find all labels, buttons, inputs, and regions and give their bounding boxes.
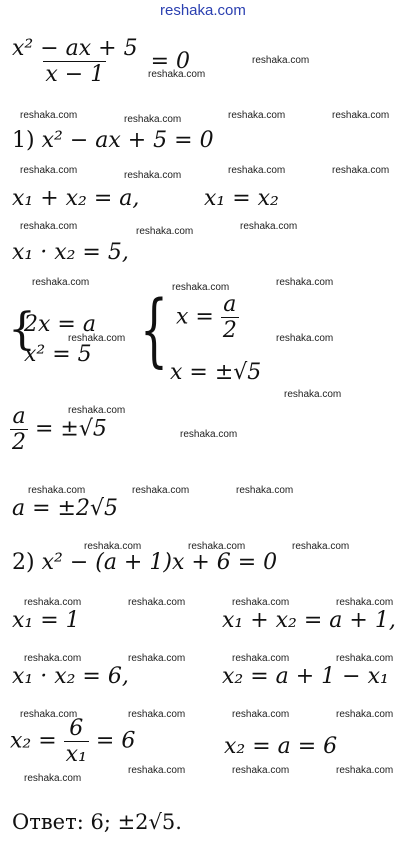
watermark: reshaka.com [240,221,298,232]
case2-x2-fraction [64,716,89,767]
watermark: reshaka.com [228,110,286,121]
half-a-fraction [10,404,28,455]
case2-x1: x₁ = 1 [12,608,80,633]
system2-fraction [221,292,239,343]
watermark: reshaka.com [336,653,394,664]
watermark: reshaka.com [172,282,230,293]
watermark: reshaka.com [336,765,394,776]
watermark: reshaka.com [20,221,78,232]
watermark: reshaka.com [276,333,334,344]
case2-x2-expression: x₂ = a + 1 − x₁ [222,664,389,689]
main-rhs: = 0 [150,48,191,74]
site-brand[interactable]: reshaka.com [160,2,246,19]
system1-brace: { [8,304,36,355]
watermark: reshaka.com [24,773,82,784]
watermark: reshaka.com [128,653,186,664]
watermark: reshaka.com [336,597,394,608]
watermark: reshaka.com [24,597,82,608]
case2-sum: x₁ + x₂ = a + 1, [222,608,396,633]
case2-x2-lhs: x₂ = [10,728,57,754]
watermark: reshaka.com [20,165,78,176]
watermark: reshaka.com [128,597,186,608]
system2-line2: x = ±√5 [170,360,262,385]
case1-equation [12,128,214,153]
system1-line2: x² = 5 [24,342,92,367]
watermark: reshaka.com [24,653,82,664]
case2-x2-fraction-eq [10,716,135,767]
answer: Ответ: 6; ±2√5. [12,810,182,834]
system2-num: a [223,292,237,317]
watermark: reshaka.com [284,389,342,400]
watermark: reshaka.com [332,165,390,176]
system1-line1: 2x = a [24,312,96,337]
watermark: reshaka.com [292,541,350,552]
case2-equation [12,550,277,575]
main-fraction [10,36,140,87]
watermark: reshaka.com [336,709,394,720]
vieta-product: x₁ · x₂ = 5, [12,240,129,265]
case2-x2-final: x₂ = a = 6 [224,734,338,759]
watermark: reshaka.com [20,709,78,720]
watermark: reshaka.com [124,170,182,181]
case2-x2-num: 6 [69,716,84,741]
system2-lhs: x = [176,304,214,330]
watermark: reshaka.com [228,165,286,176]
watermark: reshaka.com [68,405,126,416]
case2-eq: x² − (a + 1)x + 6 = 0 [41,550,278,575]
watermark: reshaka.com [180,429,238,440]
watermark: reshaka.com [136,226,194,237]
watermark: reshaka.com [68,333,126,344]
watermark: reshaka.com [148,69,206,80]
half-a-num: a [12,404,26,429]
half-a-rhs: = ±√5 [35,416,107,442]
watermark: reshaka.com [132,485,190,496]
main-numerator: x² − ax + 5 [12,36,138,61]
case2-x2-den: x₁ [65,742,87,767]
case2-product: x₁ · x₂ = 6, [12,664,129,689]
watermark: reshaka.com [188,541,246,552]
main-denominator: x − 1 [45,62,105,87]
case2-label: 2) [12,550,35,575]
watermark: reshaka.com [276,277,334,288]
watermark: reshaka.com [20,110,78,121]
equal-roots-condition: x₁ = x₂ [204,186,279,211]
case1-eq: x² − ax + 5 = 0 [41,128,214,153]
watermark: reshaka.com [252,55,310,66]
watermark: reshaka.com [32,277,90,288]
system2-den: 2 [222,318,237,343]
watermark: reshaka.com [232,709,290,720]
system2-line1 [176,292,239,343]
watermark: reshaka.com [128,765,186,776]
watermark: reshaka.com [232,653,290,664]
watermark: reshaka.com [232,597,290,608]
a-value: a = ±2√5 [12,496,118,521]
system2-brace: { [140,283,168,376]
watermark: reshaka.com [28,485,86,496]
watermark: reshaka.com [236,485,294,496]
watermark: reshaka.com [232,765,290,776]
vieta-sum: x₁ + x₂ = a, [12,186,140,211]
case2-x2-rhs: = 6 [95,728,136,754]
case1-label: 1) [12,128,35,153]
watermark: reshaka.com [124,114,182,125]
watermark: reshaka.com [332,110,390,121]
watermark: reshaka.com [128,709,186,720]
half-a-den: 2 [12,430,26,455]
watermark: reshaka.com [84,541,142,552]
